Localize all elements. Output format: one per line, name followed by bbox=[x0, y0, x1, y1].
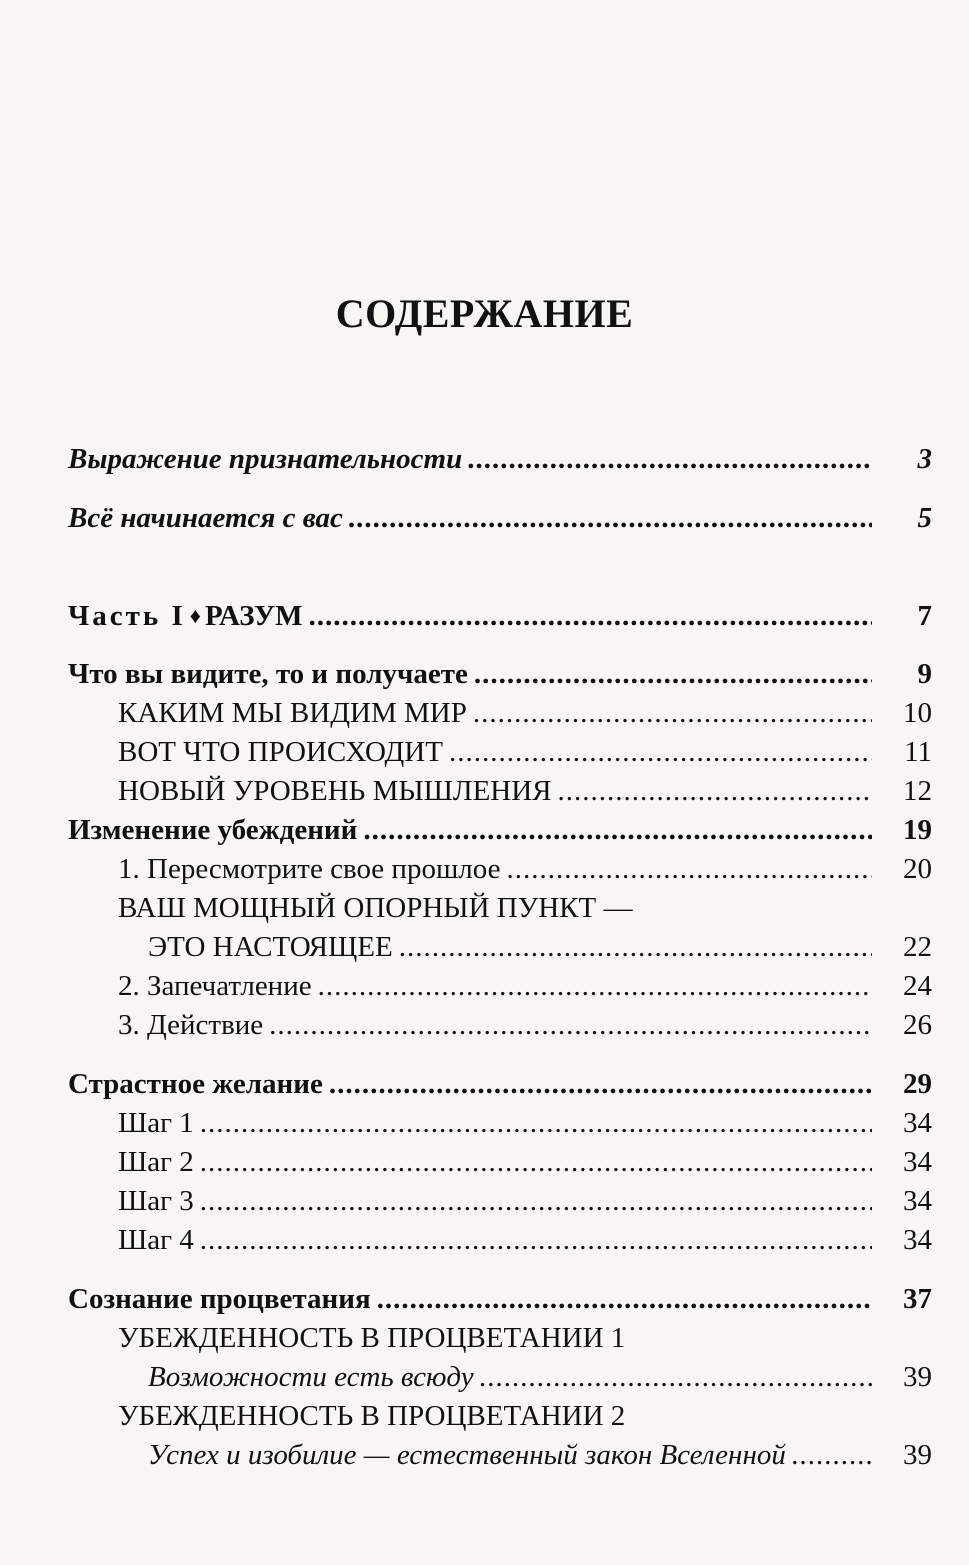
toc-page-number: 39 bbox=[903, 1361, 932, 1393]
toc-section[interactable] bbox=[68, 1358, 932, 1397]
toc-page-number: 9 bbox=[917, 658, 932, 690]
part-label bbox=[68, 596, 302, 636]
toc-section[interactable] bbox=[68, 1221, 932, 1260]
dot-leader bbox=[474, 655, 872, 694]
dot-leader bbox=[200, 1143, 872, 1182]
toc-entry-label: Шаг 4 bbox=[118, 1224, 194, 1256]
toc-section[interactable] bbox=[68, 850, 932, 889]
toc-chapter[interactable] bbox=[68, 1065, 932, 1104]
dot-leader bbox=[200, 1182, 872, 1221]
toc-section-heading: УБЕЖДЕННОСТЬ В ПРОЦВЕТАНИИ 1 bbox=[118, 1322, 626, 1354]
toc-page-number: 34 bbox=[903, 1107, 932, 1139]
toc-page-number: 39 bbox=[903, 1439, 932, 1471]
toc-entry-label: Успех и изобилие — естественный закон Вселенной bbox=[148, 1439, 786, 1471]
toc-entry[interactable] bbox=[68, 440, 932, 479]
toc-section-heading: ВАШ МОЩНЫЙ ОПОРНЫЙ ПУНКТ — bbox=[118, 892, 633, 924]
dot-leader bbox=[329, 1065, 872, 1104]
toc-entry[interactable] bbox=[68, 499, 932, 538]
toc-section[interactable] bbox=[68, 772, 932, 811]
dot-leader bbox=[506, 850, 872, 889]
toc-page-number: 12 bbox=[903, 775, 932, 807]
toc-entry-label: Всё начинается с вас bbox=[68, 502, 343, 534]
toc-section[interactable] bbox=[68, 1143, 932, 1182]
toc-entry-label: 3. Действие bbox=[118, 1009, 264, 1041]
toc-page-number: 37 bbox=[903, 1283, 932, 1315]
toc-part-heading[interactable] bbox=[68, 596, 932, 635]
toc-entry-label: ВОТ ЧТО ПРОИСХОДИТ bbox=[118, 736, 443, 768]
toc-section[interactable] bbox=[68, 967, 932, 1006]
dot-leader bbox=[558, 772, 872, 811]
part-name: РАЗУМ bbox=[205, 600, 303, 632]
dot-leader bbox=[480, 1358, 872, 1397]
toc-page-number: 26 bbox=[903, 1009, 932, 1041]
toc-section-heading: УБЕЖДЕННОСТЬ В ПРОЦВЕТАНИИ 2 bbox=[118, 1400, 626, 1432]
dot-leader bbox=[200, 1104, 872, 1143]
dot-leader bbox=[363, 811, 872, 850]
dot-leader bbox=[318, 967, 872, 1006]
toc-chapter[interactable] bbox=[68, 1280, 932, 1319]
toc-page-number: 22 bbox=[903, 931, 932, 963]
toc-page-number: 5 bbox=[917, 502, 932, 534]
toc-entry-label: Шаг 2 bbox=[118, 1146, 194, 1178]
dot-leader bbox=[468, 440, 872, 479]
toc-page-number: 3 bbox=[917, 443, 932, 475]
dot-leader bbox=[308, 597, 872, 636]
dot-leader bbox=[200, 1221, 872, 1260]
toc-entry-label: ЭТО НАСТОЯЩЕЕ bbox=[148, 931, 393, 963]
toc-page-number: 34 bbox=[903, 1185, 932, 1217]
toc-page-number: 34 bbox=[903, 1146, 932, 1178]
page-title: СОДЕРЖАНИЕ bbox=[335, 291, 634, 336]
dot-leader bbox=[377, 1280, 872, 1319]
toc-section[interactable] bbox=[68, 1104, 932, 1143]
toc-page-number: 34 bbox=[903, 1224, 932, 1256]
dot-leader bbox=[449, 733, 872, 772]
toc-section[interactable] bbox=[68, 694, 932, 733]
toc-section[interactable] bbox=[68, 928, 932, 967]
toc-entry-label: КАКИМ МЫ ВИДИМ МИР bbox=[118, 697, 467, 729]
dot-leader bbox=[473, 694, 872, 733]
toc-chapter[interactable] bbox=[68, 655, 932, 694]
toc-section[interactable] bbox=[68, 1436, 932, 1475]
toc-entry-label: Шаг 3 bbox=[118, 1185, 194, 1217]
toc-section[interactable] bbox=[68, 1182, 932, 1221]
toc-entry-label: Шаг 1 bbox=[118, 1107, 194, 1139]
part-word: Часть I bbox=[68, 600, 186, 632]
dot-leader bbox=[269, 1006, 872, 1045]
toc-entry-label: Сознание процветания bbox=[68, 1283, 371, 1315]
toc-entry-label: НОВЫЙ УРОВЕНЬ МЫШЛЕНИЯ bbox=[118, 775, 552, 807]
dot-leader bbox=[399, 928, 872, 967]
toc-entry-label: Выражение признательности bbox=[68, 443, 463, 475]
table-of-contents bbox=[68, 440, 932, 1475]
toc-entry-label: 1. Пересмотрите свое прошлое bbox=[118, 853, 501, 885]
toc-section[interactable] bbox=[68, 1006, 932, 1045]
toc-page-number: 19 bbox=[903, 814, 932, 846]
toc-page-number: 24 bbox=[903, 970, 932, 1002]
diamond-icon: ♦ bbox=[189, 603, 202, 628]
toc-entry-label: Изменение убеждений bbox=[68, 814, 358, 846]
toc-entry-label: Возможности есть всюду bbox=[148, 1361, 474, 1393]
toc-entry-label: Что вы видите, то и получаете bbox=[68, 658, 468, 690]
dot-leader bbox=[792, 1436, 872, 1475]
toc-page-number: 10 bbox=[903, 697, 932, 729]
dot-leader bbox=[349, 499, 872, 538]
toc-entry-label: Страстное желание bbox=[68, 1068, 323, 1100]
toc-entry-label: 2. Запечатление bbox=[118, 970, 312, 1002]
toc-page-number: 20 bbox=[903, 853, 932, 885]
toc-page-number: 7 bbox=[917, 600, 932, 632]
toc-chapter[interactable] bbox=[68, 811, 932, 850]
toc-page-number: 29 bbox=[903, 1068, 932, 1100]
toc-page-number: 11 bbox=[904, 736, 932, 768]
toc-section[interactable] bbox=[68, 733, 932, 772]
